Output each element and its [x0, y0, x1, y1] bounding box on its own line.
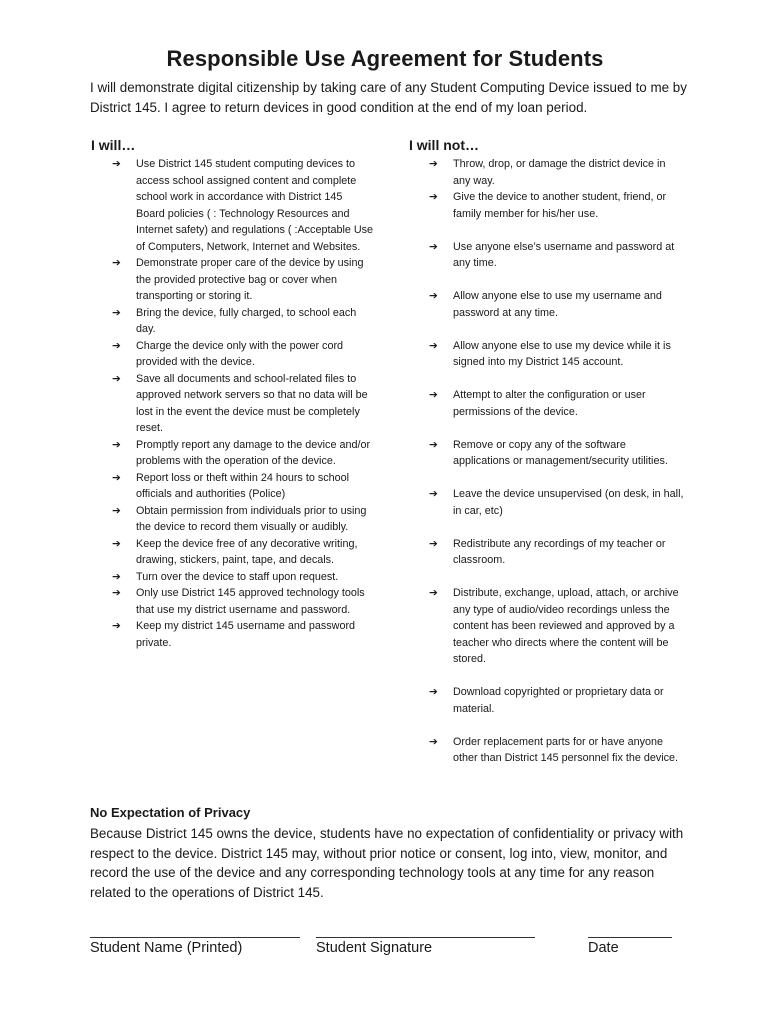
privacy-heading: No Expectation of Privacy — [90, 805, 251, 820]
intro-paragraph: I will demonstrate digital citizenship by taking care of any Student Computing Device issued to me by District 145. I agree to return devices in good condition at the end of my loan period. — [90, 80, 687, 115]
arrow-icon: ➔ — [429, 686, 438, 698]
will-item: ➔ Turn over the device to staff upon request. — [112, 569, 374, 586]
will-item: ➔ Save all documents and school-related files to approved network servers so that no data will be lost in the event the device must be completely reset. — [112, 372, 368, 434]
will-not-item: ➔ Download copyrighted or proprietary data or material. — [429, 686, 664, 715]
arrow-icon: ➔ — [429, 438, 438, 451]
will-list — [112, 156, 374, 651]
will-item: ➔ Charge the device only with the power cord provided with the device. — [112, 339, 344, 368]
arrow-icon: ➔ — [112, 471, 121, 484]
student-signature-line: Student Signature — [316, 937, 535, 956]
arrow-icon: ➔ — [429, 158, 438, 170]
will-not-item: ➔ Use anyone else’s username and password at any time. — [429, 240, 675, 269]
will-item: ➔ Report loss or theft within 24 hours to school officials and authorities (Police) — [112, 471, 350, 500]
arrow-icon: ➔ — [429, 389, 438, 401]
will-not-item: ➔ Throw, drop, or damage the district device in any way. — [429, 158, 666, 187]
will-not-heading: I will not… — [409, 137, 479, 153]
will-not-item: ➔ Remove or copy any of the software applications or management/security utilities. — [429, 438, 668, 467]
arrow-icon: ➔ — [429, 240, 438, 253]
will-not-item: ➔ Attempt to alter the configuration or user permissions of the device. — [429, 389, 646, 418]
arrow-icon: ➔ — [429, 191, 438, 203]
arrow-icon: ➔ — [429, 587, 438, 599]
arrow-icon: ➔ — [112, 570, 121, 583]
arrow-icon: ➔ — [112, 158, 121, 170]
will-item: ➔ Bring the device, fully charged, to school each day. — [112, 306, 357, 335]
arrow-icon: ➔ — [112, 306, 121, 319]
arrow-icon: ➔ — [112, 537, 121, 550]
date-line: Date — [588, 937, 672, 956]
will-item: ➔ Use District 145 student computing devices to access school assigned content and complete school work in accordance with District 145 Board policies ( : Technology Resources and Internet safety) and regulations ( :Acceptable Use of Computers, Network, Internet and Websites. — [112, 158, 374, 253]
arrow-icon: ➔ — [429, 290, 438, 302]
arrow-icon: ➔ — [112, 257, 121, 269]
arrow-icon: ➔ — [429, 735, 438, 748]
will-item: ➔ Only use District 145 approved technology tools that use my district username and password. — [112, 587, 365, 616]
arrow-icon: ➔ — [112, 504, 121, 517]
will-not-item: ➔ Leave the device unsupervised (on desk, in hall, in car, etc) — [429, 488, 684, 517]
will-item: ➔ Promptly report any damage to the device and/or problems with the operation of the device. — [112, 438, 371, 467]
will-not-item: ➔ Allow anyone else to use my username and password at any time. — [429, 290, 662, 319]
page-title: Responsible Use Agreement for Students — [166, 46, 604, 71]
will-heading: I will… — [91, 137, 136, 153]
will-not-item: ➔ Distribute, exchange, upload, attach, or archive any type of audio/video recordings unless the content has been reviewed and approved by a teacher who directs where the content will be stored. — [429, 587, 679, 665]
will-not-list — [429, 156, 685, 767]
privacy-paragraph: Because District 145 owns the device, students have no expectation of confidentiality or privacy with respect to the device. District 145 may, without prior notice or consent, log into, view, monitor, and record the use of the device and any corresponding technology tools at any time for any reason related to the operations of District 145. — [90, 826, 684, 900]
arrow-icon: ➔ — [112, 339, 121, 352]
will-item: ➔ Demonstrate proper care of the device by using the provided protective bag or cover when transporting or storing it. — [112, 257, 364, 302]
will-not-item: ➔ Redistribute any recordings of my teacher or classroom. — [429, 537, 666, 566]
will-not-item: ➔ Give the device to another student, friend, or family member for his/her use. — [429, 191, 667, 220]
arrow-icon: ➔ — [112, 372, 121, 385]
will-not-item: ➔ Allow anyone else to use my device while it is signed into my District 145 account. — [429, 339, 671, 368]
arrow-icon: ➔ — [112, 620, 121, 632]
will-item: ➔ Keep my district 145 username and password private. — [112, 620, 356, 649]
will-item: ➔ Obtain permission from individuals prior to using the device to record them visually or audibly. — [112, 504, 367, 533]
will-item: ➔ Keep the device free of any decorative writing, drawing, stickers, paint, tape, and decals. — [112, 537, 358, 566]
will-not-item: ➔ Order replacement parts for or have anyone other than District 145 personnel fix the device. — [429, 735, 679, 764]
arrow-icon: ➔ — [429, 339, 438, 352]
student-name-line: Student Name (Printed) — [90, 937, 300, 956]
arrow-icon: ➔ — [429, 488, 438, 500]
arrow-icon: ➔ — [112, 438, 121, 451]
arrow-icon: ➔ — [429, 537, 438, 550]
arrow-icon: ➔ — [112, 587, 121, 599]
